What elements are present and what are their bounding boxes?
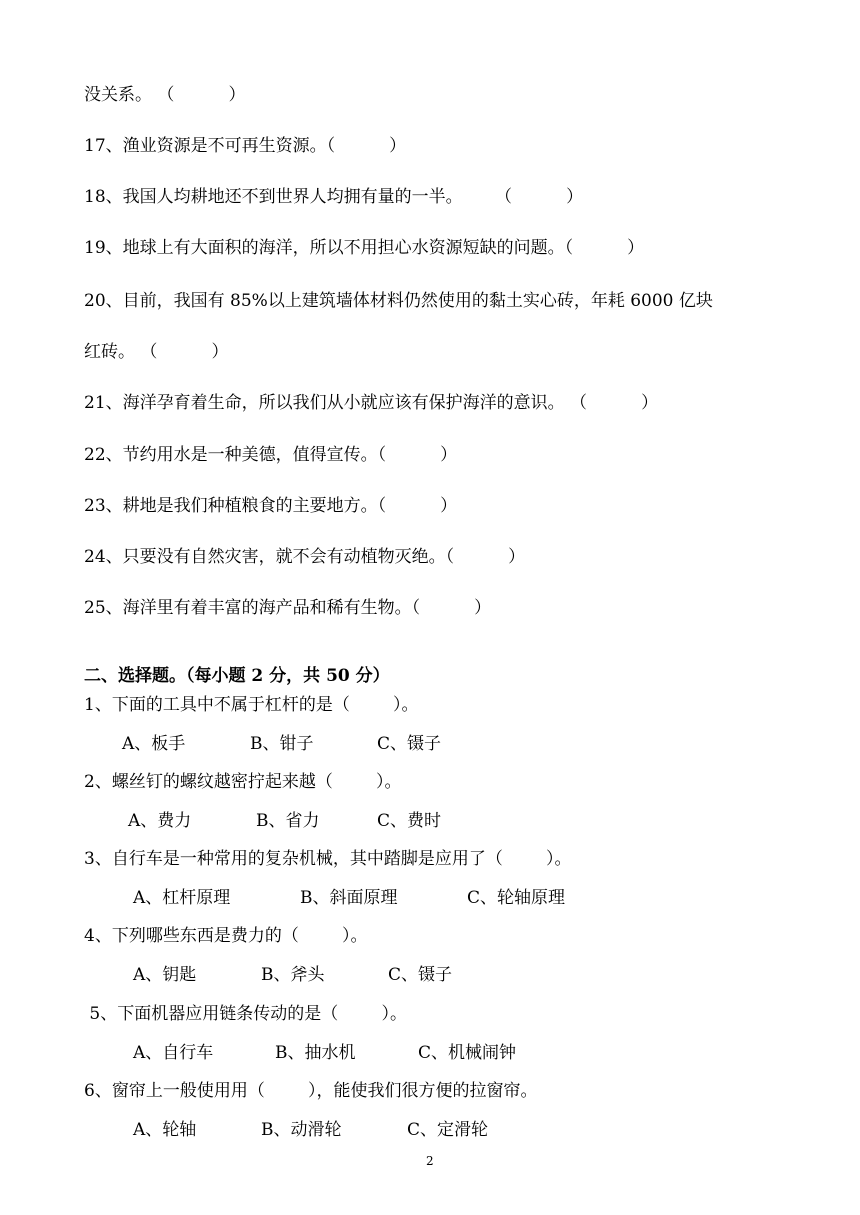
choice-6-option-a: A、轮轴	[133, 1120, 197, 1140]
judge-q20-line1: 20、目前，我国有 85%以上建筑墙体材料仍然使用的黏土实心砖，年耗 6000 亿块	[84, 291, 713, 311]
choice-4-option-c: C、镊子	[388, 965, 453, 985]
choice-1-option-c: C、镊子	[377, 734, 442, 754]
choice-5-option-a: A、自行车	[133, 1043, 214, 1063]
judge-q20-line2: 红砖。 （ ）	[84, 342, 229, 362]
choice-question-1: 1、下面的工具中不属于杠杆的是（ ）。	[84, 695, 419, 715]
judge-q19: 19、地球上有大面积的海洋，所以不用担心水资源短缺的问题。（ ）	[84, 238, 645, 258]
choice-3-option-b: B、斜面原理	[300, 888, 398, 908]
judge-q24: 24、只要没有自然灾害，就不会有动植物灭绝。（ ）	[84, 547, 526, 567]
choice-5-option-c: C、机械闹钟	[418, 1043, 517, 1063]
choice-2-option-c: C、费时	[377, 811, 442, 831]
choice-question-6: 6、窗帘上一般使用用（ ），能使我们很方便的拉窗帘。	[84, 1081, 538, 1101]
choice-5-option-b: B、抽水机	[275, 1043, 356, 1063]
judge-q17: 17、渔业资源是不可再生资源。（ ）	[84, 136, 407, 156]
judge-q25: 25、海洋里有着丰富的海产品和稀有生物。（ ）	[84, 598, 492, 618]
choice-6-option-b: B、动滑轮	[261, 1120, 342, 1140]
choice-section-heading: 二、选择题。（每小题 2 分，共 50 分）	[84, 666, 390, 686]
page-number: 2	[426, 1154, 434, 1168]
choice-3-option-c: C、轮轴原理	[467, 888, 566, 908]
choice-question-5: 5、下面机器应用链条传动的是（ ）。	[84, 1004, 407, 1024]
choice-6-option-c: C、定滑轮	[407, 1120, 489, 1140]
choice-1-option-b: B、钳子	[250, 734, 314, 754]
choice-question-2: 2、螺丝钉的螺纹越密拧起来越（ ）。	[84, 772, 402, 792]
choice-question-4: 4、下列哪些东西是费力的（ ）。	[84, 926, 368, 946]
judge-q16-continuation: 没关系。 （ ）	[84, 85, 246, 105]
choice-4-option-a: A、钥匙	[133, 965, 197, 985]
choice-1-option-a: A、板手	[122, 734, 186, 754]
judge-q22: 22、节约用水是一种美德，值得宣传。（ ）	[84, 445, 458, 465]
choice-3-option-a: A、杠杆原理	[133, 888, 231, 908]
choice-2-option-b: B、省力	[256, 811, 320, 831]
judge-q21: 21、海洋孕育着生命，所以我们从小就应该有保护海洋的意识。 （ ）	[84, 393, 659, 413]
judge-q18: 18、我国人均耕地还不到世界人均拥有量的一半。 （ ）	[84, 187, 584, 207]
choice-4-option-b: B、斧头	[261, 965, 325, 985]
choice-2-option-a: A、费力	[128, 811, 192, 831]
choice-question-3: 3、自行车是一种常用的复杂机械，其中踏脚是应用了（ ）。	[84, 849, 572, 869]
judge-q23: 23、耕地是我们种植粮食的主要地方。（ ）	[84, 496, 458, 516]
